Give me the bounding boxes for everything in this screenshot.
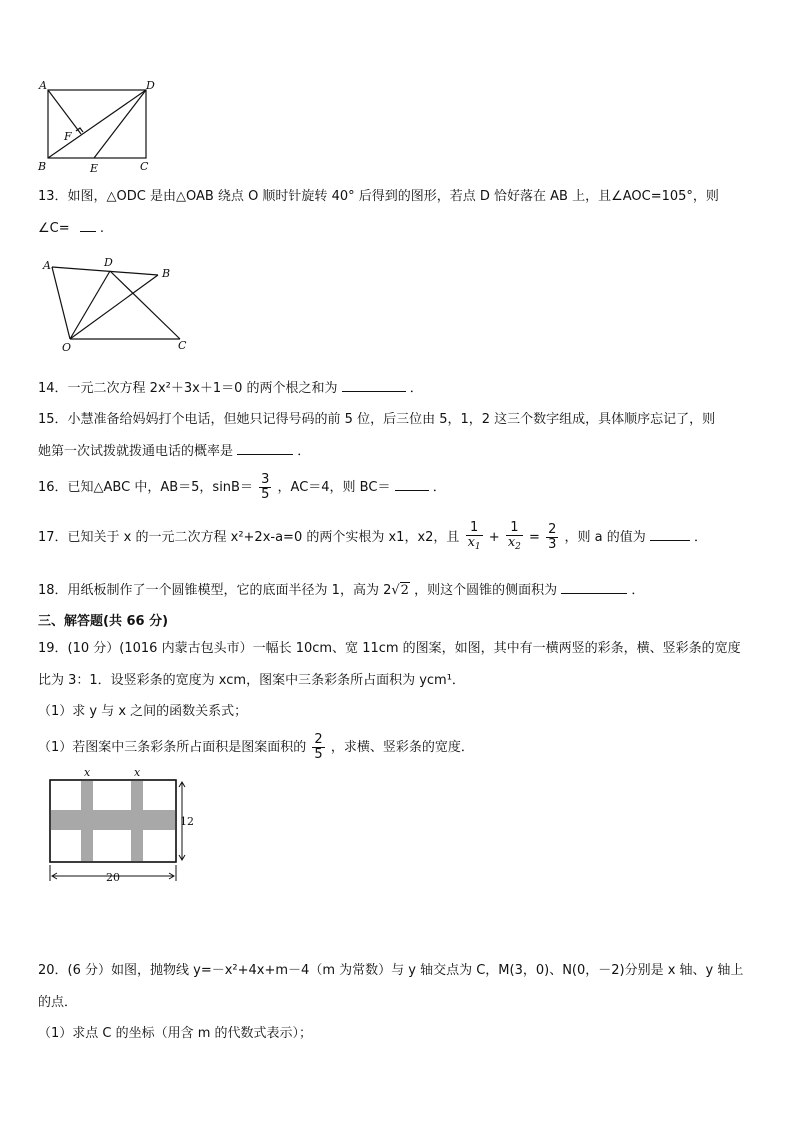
banner-figure: [44, 765, 204, 887]
q14-line: [38, 379, 423, 398]
q13-line1: 13．如图，△ODC 是由△OAB 绕点 O 顺时针旋转 40° 后得到的图形，若点 D 恰好落在 AB 上，且∠AOC=105°，则: [38, 189, 719, 204]
q17-end: ．: [694, 530, 708, 545]
q19-line1: 19．(10 分）(1016 内蒙古包头市）一幅长 10cm、宽 11cm 的图案，如图，其中有一横两竖的彩条，横、竖彩条的宽度: [38, 641, 741, 656]
q19-sub2: [38, 730, 474, 766]
q17-f1-var: x: [467, 535, 475, 550]
label-x1: x: [84, 766, 91, 779]
rotation-figure: [40, 255, 200, 353]
q16-line: [38, 470, 446, 506]
q17-answer-blank: [650, 528, 690, 541]
q17-f2-sub: 2: [515, 542, 521, 552]
q13-line2: [38, 219, 104, 238]
label-a: A: [39, 79, 47, 92]
q13-period: .: [99, 221, 105, 236]
q17-f1-num: 1: [466, 521, 483, 536]
label-o2: O: [62, 341, 72, 353]
vertical-stripe-1: [81, 780, 93, 862]
q17-f1-den: [466, 536, 483, 554]
label-f: F: [64, 130, 72, 143]
q16-post: ，AC＝4，则 BC＝: [277, 480, 391, 495]
section-3-heading: 三、解答题(共 66 分): [38, 614, 169, 629]
rectangle-figure: [36, 78, 166, 176]
q13-answer-blank: [80, 219, 96, 232]
q18-line: [38, 581, 644, 600]
q16-den: 5: [261, 487, 270, 502]
q15-line2: [38, 442, 310, 461]
q18-post: ，则这个圆锥的侧面积为: [414, 583, 558, 598]
segment-ob: [70, 275, 158, 339]
q15-line1: 15．小慧准备给妈妈打个电话，但她只记得号码的前 5 位，后三位由 5，1，2 这三个数字组成，具体顺序忘记了，则: [38, 412, 716, 427]
q19-num: 2: [314, 732, 323, 747]
q17-post: ，则 a 的值为: [564, 530, 646, 545]
label-12: 12: [180, 815, 194, 828]
q19-sub2-pre: （1）若图案中三条彩条所占面积是图案面积的: [38, 740, 307, 755]
q20-line2: 的点．: [38, 995, 78, 1010]
q17-fraction1: [466, 521, 483, 554]
q17-fraction2: [506, 521, 523, 554]
q18-end: ．: [631, 583, 645, 598]
label-20: 20: [106, 871, 120, 884]
q19-sub1: （1）求 y 与 x 之间的函数关系式；: [38, 704, 248, 719]
vertical-stripe-2: [131, 780, 143, 862]
label-a2: A: [43, 259, 51, 272]
segment-dc: [110, 271, 180, 339]
q17-f1-sub: 1: [474, 542, 481, 552]
label-c: C: [140, 160, 149, 173]
q15-end: ．: [297, 444, 311, 459]
q19-den: 5: [314, 747, 323, 762]
label-b: B: [38, 160, 47, 173]
q17-plus: +: [488, 530, 500, 545]
segment-af: [48, 90, 81, 134]
segment-od: [70, 271, 110, 339]
q20-line1: 20．(6 分）如图，抛物线 y=－x²+4x+m－4（m 为常数）与 y 轴交点为 C，M(3，0)、N(0，－2)分别是 x 轴、y 轴上: [38, 963, 744, 978]
horizontal-stripe: [50, 810, 176, 830]
q18-sqrt: √2: [391, 583, 409, 598]
q16-pre: 16．已知△ABC 中，AB＝5，sinB＝: [38, 480, 253, 495]
q14-end: ．: [409, 381, 423, 396]
q17-f3-num: 2: [548, 522, 557, 537]
q19-fraction: [312, 733, 324, 762]
q17-pre: 17．已知关于 x 的一元二次方程 x²+2x-a=0 的两个实根为 x1，x2，且: [38, 530, 460, 545]
q16-answer-blank: [395, 478, 429, 491]
q17-line: [38, 520, 707, 556]
q15-answer-blank: [237, 442, 293, 455]
q16-fraction: [259, 473, 271, 502]
q17-f3-den: 3: [548, 537, 557, 552]
q16-num: 3: [261, 472, 270, 487]
label-d: D: [146, 79, 155, 92]
q14-answer-blank: [342, 379, 406, 392]
q17-f2-den: [506, 536, 523, 554]
label-d2: D: [104, 256, 113, 269]
segment-ed: [94, 90, 146, 158]
q18-answer-blank: [561, 581, 627, 594]
q17-f2-num: 1: [506, 521, 523, 536]
q19-line2: 比为 3：1．设竖彩条的宽度为 xcm，图案中三条彩条所占面积为 ycm¹．: [38, 673, 465, 688]
q17-fraction3: [546, 523, 558, 552]
q16-end: ．: [432, 480, 446, 495]
q17-f2-var: x: [507, 535, 516, 550]
q18-pre: 18．用纸板制作了一个圆锥模型，它的底面半径为 1，高为 2: [38, 583, 392, 598]
q17-eq: =: [529, 530, 540, 545]
q18-radicand: 2: [400, 583, 409, 598]
label-b2: B: [162, 267, 171, 280]
diagonal-bd: [48, 90, 146, 158]
label-c2: C: [178, 339, 187, 352]
label-x2: x: [134, 766, 141, 779]
q15-text2: 她第一次试拨就拨通电话的概率是: [38, 444, 234, 459]
segment-oa: [52, 267, 70, 339]
q13-angle-c: ∠C=: [38, 221, 70, 236]
q19-sub2-post: ，求横、竖彩条的宽度．: [330, 740, 474, 755]
q20-sub1: （1）求点 C 的坐标（用含 m 的代数式表示）；: [38, 1026, 313, 1041]
label-e: E: [90, 162, 99, 175]
q14-text: 14．一元二次方程 2x²＋3x＋1＝0 的两个根之和为: [38, 381, 338, 396]
